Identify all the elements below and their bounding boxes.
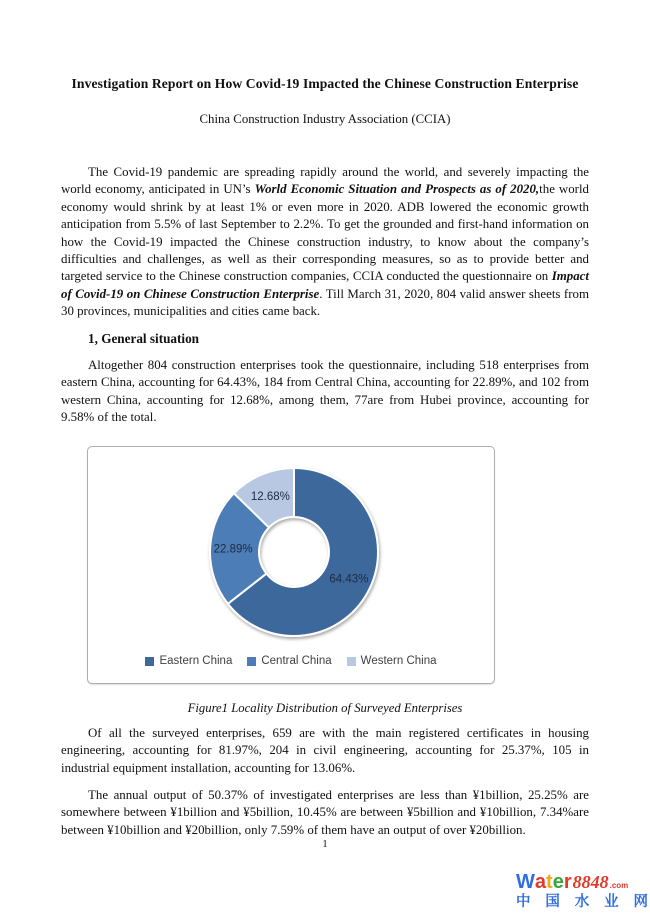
water8848-logo — [516, 872, 648, 910]
brand-line — [516, 872, 648, 892]
section-heading-general-situation: 1, General situation — [88, 331, 199, 346]
chart-legend — [88, 655, 494, 667]
intro-text-2: the world economy would shrink by at least 1% or even more in 2020. ADB lowered the economic growth anticipation from 5.5% of last September to 2.2%. To get the grounded and first-hand information on how the Covid-19 impacted the Chinese construction industry, to know about the company’s difficulties and challenges, as well as their corresponding measures, so as to provide better and targeted service to the Chinese construction companies, CCIA conducted the questionnaire on — [61, 182, 590, 284]
paragraph-general-situation: Altogether 804 construction enterprises took the questionnaire, including 518 enterprises from eastern China, accounting for 64.43%, 184 from Central China, accounting for 22.89%, and 102 from western China, accounting for 12.68%, among them, 77are from Hubei province, accounting for 9.58% of the total. — [61, 358, 589, 425]
legend-item-eastern-china — [145, 655, 232, 667]
paragraph-certificates: Of all the surveyed enterprises, 659 are with the main registered certificates in housing engineering, accounting for 81.97%, 204 in civil engineering, accounting for 25.37%, 105 in industrial equipment installation, accounting for 13.06%. — [61, 726, 589, 775]
page-number: 1 — [322, 838, 328, 850]
slice-data-label: 22.89% — [213, 543, 253, 556]
donut-chart-svg — [88, 447, 494, 683]
tagline-character: 水 — [574, 894, 590, 910]
legend-label: Western China — [360, 655, 437, 667]
legend-swatch — [145, 657, 154, 666]
tagline-character: 业 — [604, 894, 619, 910]
document-subtitle: China Construction Industry Association (CCIA) — [199, 112, 451, 126]
legend-item-western-china — [347, 655, 437, 667]
intro-text-1: The Covid-19 pandemic are spreading rapidly around the world, and severely impacting the world economy, anticipated in UN’s — [61, 165, 589, 197]
paragraph-introduction — [61, 164, 589, 321]
slice-data-label: 12.68% — [250, 490, 290, 503]
brand-tld-com: .com — [609, 881, 629, 890]
legend-swatch — [347, 657, 356, 666]
legend-label: Central China — [261, 655, 332, 667]
brand-letter: r — [563, 871, 572, 893]
legend-item-central-china — [247, 655, 331, 667]
brand-number-8848: 8848 — [572, 872, 609, 892]
slice-data-label: 64.43% — [329, 573, 369, 586]
tagline-character: 国 — [545, 894, 560, 910]
document-title: Investigation Report on How Covid-19 Impacted the Chinese Construction Enterprise — [71, 76, 579, 91]
brand-letter: a — [534, 871, 547, 893]
figure1-caption: Figure1 Locality Distribution of Surveyed Enterprises — [187, 701, 463, 715]
questionnaire-name-emphasis: Impact of Covid-19 on Chinese Construction Enterprise — [61, 269, 589, 301]
tagline-character: 网 — [633, 894, 648, 910]
legend-label: Eastern China — [159, 655, 233, 667]
brand-letter: W — [516, 871, 535, 893]
intro-text-3: . Till March 31, 2020, 804 valid answer sheets from 30 provinces, municipalities and cities came back. — [61, 286, 589, 319]
legend-swatch — [247, 657, 256, 666]
report-name-emphasis: World Economic Situation and Prospects as of 2020, — [254, 182, 540, 197]
figure1-donut-chart — [87, 446, 495, 684]
paragraph-annual-output: The annual output of 50.37% of investigated enterprises are less than ¥1billion, 25.25% are somewhere between ¥1billion and ¥5billion, 10.45% are between ¥5billion and ¥10billion, 7.34%are between ¥10billion and ¥20billion, only 7.59% of them have an output of over ¥20billion. — [61, 788, 589, 837]
brand-letter: t — [546, 871, 553, 893]
brand-word-water — [516, 872, 572, 892]
brand-letter: e — [552, 871, 564, 893]
brand-tagline-chinese — [516, 895, 648, 910]
tagline-character: 中 — [516, 894, 531, 910]
